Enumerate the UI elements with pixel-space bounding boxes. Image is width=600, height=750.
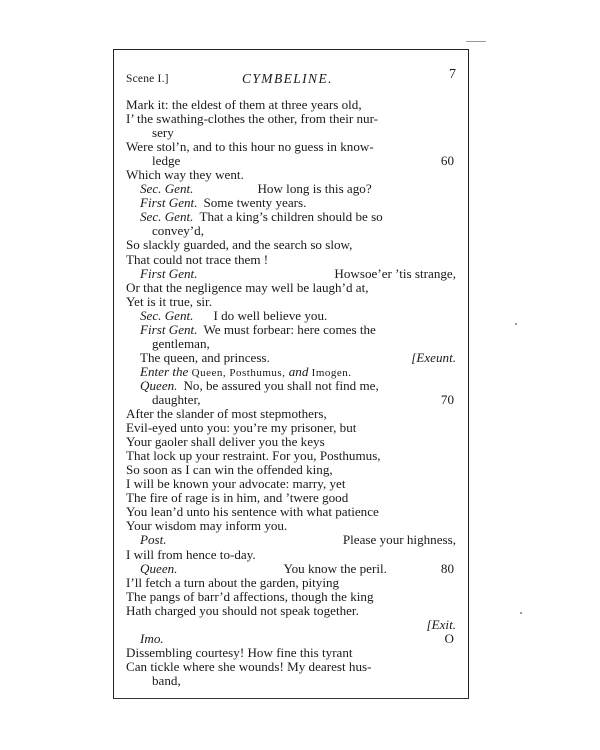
page-edge-mark <box>466 41 486 42</box>
verse-line: band, <box>152 672 181 688</box>
verse-line: So slackly guarded, and the search so slow, <box>126 237 353 253</box>
character-posthumus: Posthumus, <box>229 366 286 379</box>
speech-line: Sec. Gent. That a king’s children should be so <box>140 209 383 225</box>
verse-line: convey’d, <box>152 223 204 239</box>
speaker-name: Sec. Gent. <box>140 181 194 197</box>
speech-line: Post. Please your highness, <box>140 532 456 548</box>
verse-line: daughter, 70 <box>152 391 454 407</box>
speaker-name: First Gent. <box>140 265 198 281</box>
scene-label: Scene I.] <box>126 73 169 85</box>
verse-line: ledge 60 <box>152 153 454 169</box>
verse-line: Which way they went. <box>126 167 244 183</box>
verse-line: Were stol’n, and to this hour no guess in know- <box>126 139 374 155</box>
verse-line: Hath charged you should not speak together. <box>126 602 359 618</box>
paper-speck <box>515 323 517 325</box>
line-number: 60 <box>440 153 454 169</box>
verse-line: The fire of rage is in him, and ’twere good <box>126 490 349 506</box>
verse-line: Yet is it true, sir. <box>126 293 212 309</box>
verse-line: Mark it: the eldest of them at three years old, <box>126 97 362 112</box>
speech-line: Sec. Gent. I do well believe you. <box>140 307 328 323</box>
speaker-name: Queen. <box>140 560 178 576</box>
speech-line: Imo. O <box>140 630 454 646</box>
verse-line: The queen, and princess. [Exeunt. <box>140 349 456 365</box>
verse-line: That lock up your restraint. For you, Posthumus, <box>126 448 381 464</box>
speaker-name: Post. <box>140 532 167 548</box>
stage-direction-line <box>126 618 456 632</box>
book-page <box>113 49 469 699</box>
verse-line: After the slander of most stepmothers, <box>126 406 327 422</box>
speech-line: First Gent. Some twenty years. <box>140 195 307 211</box>
play-title: CYMBELINE. <box>242 71 333 86</box>
speaker-name: Queen. <box>140 377 178 393</box>
line-number: 80 <box>440 560 454 576</box>
verse-line: I’ the swathing-clothes the other, from their nur- <box>126 111 379 127</box>
speech-line: Sec. Gent. How long is this ago? <box>140 181 372 197</box>
stage-direction: Enter the Queen, Posthumus, and Imogen. <box>140 363 352 379</box>
verse-line: Your gaoler shall deliver you the keys <box>126 434 325 450</box>
speech-line: First Gent. Howsoe’er ’tis strange, <box>140 265 456 281</box>
verse-line: I will from hence to-day. <box>126 546 256 562</box>
verse-line: So soon as I can win the offended king, <box>126 462 333 478</box>
speaker-name: Imo. <box>140 630 164 646</box>
stage-direction: [Exeunt. <box>411 349 456 365</box>
verse-line: Or that the negligence may well be laugh’d at, <box>126 279 369 295</box>
character-queen: Queen, <box>191 366 227 379</box>
verse-line: That could not trace them ! <box>126 251 269 267</box>
character-imogen: Imogen. <box>311 366 352 379</box>
verse-line: I’ll fetch a turn about the garden, pitying <box>126 574 340 590</box>
verse-line: sery <box>152 125 174 141</box>
speaker-name: Sec. Gent. <box>140 209 194 225</box>
page-number: 7 <box>449 67 456 82</box>
verse-line: gentleman, <box>152 335 210 351</box>
speech-line: Queen. No, be assured you shall not find me, <box>140 377 379 393</box>
verse-line: The pangs of barr’d affections, though the king <box>126 588 374 604</box>
paper-speck <box>520 612 522 614</box>
play-text <box>126 98 456 688</box>
speaker-name: Sec. Gent. <box>140 307 194 323</box>
verse-line: I will be known your advocate: marry, yet <box>126 476 346 492</box>
verse-line: You lean’d unto his sentence with what patience <box>126 504 379 520</box>
speech-line: Queen. You know the peril. 80 <box>140 560 454 576</box>
stage-direction: [Exit. <box>426 616 456 632</box>
verse-line: Dissembling courtesy! How fine this tyrant <box>126 644 353 660</box>
line-number: 70 <box>440 391 454 407</box>
running-header <box>126 67 456 88</box>
verse-line: Can tickle where she wounds! My dearest hus- <box>126 658 372 674</box>
speaker-name: First Gent. <box>140 321 198 337</box>
speech-line: First Gent. We must forbear: here comes the <box>140 321 376 337</box>
speaker-name: First Gent. <box>140 195 198 211</box>
verse-line: Your wisdom may inform you. <box>126 518 288 534</box>
verse-line: Evil-eyed unto you: you’re my prisoner, but <box>126 420 357 436</box>
